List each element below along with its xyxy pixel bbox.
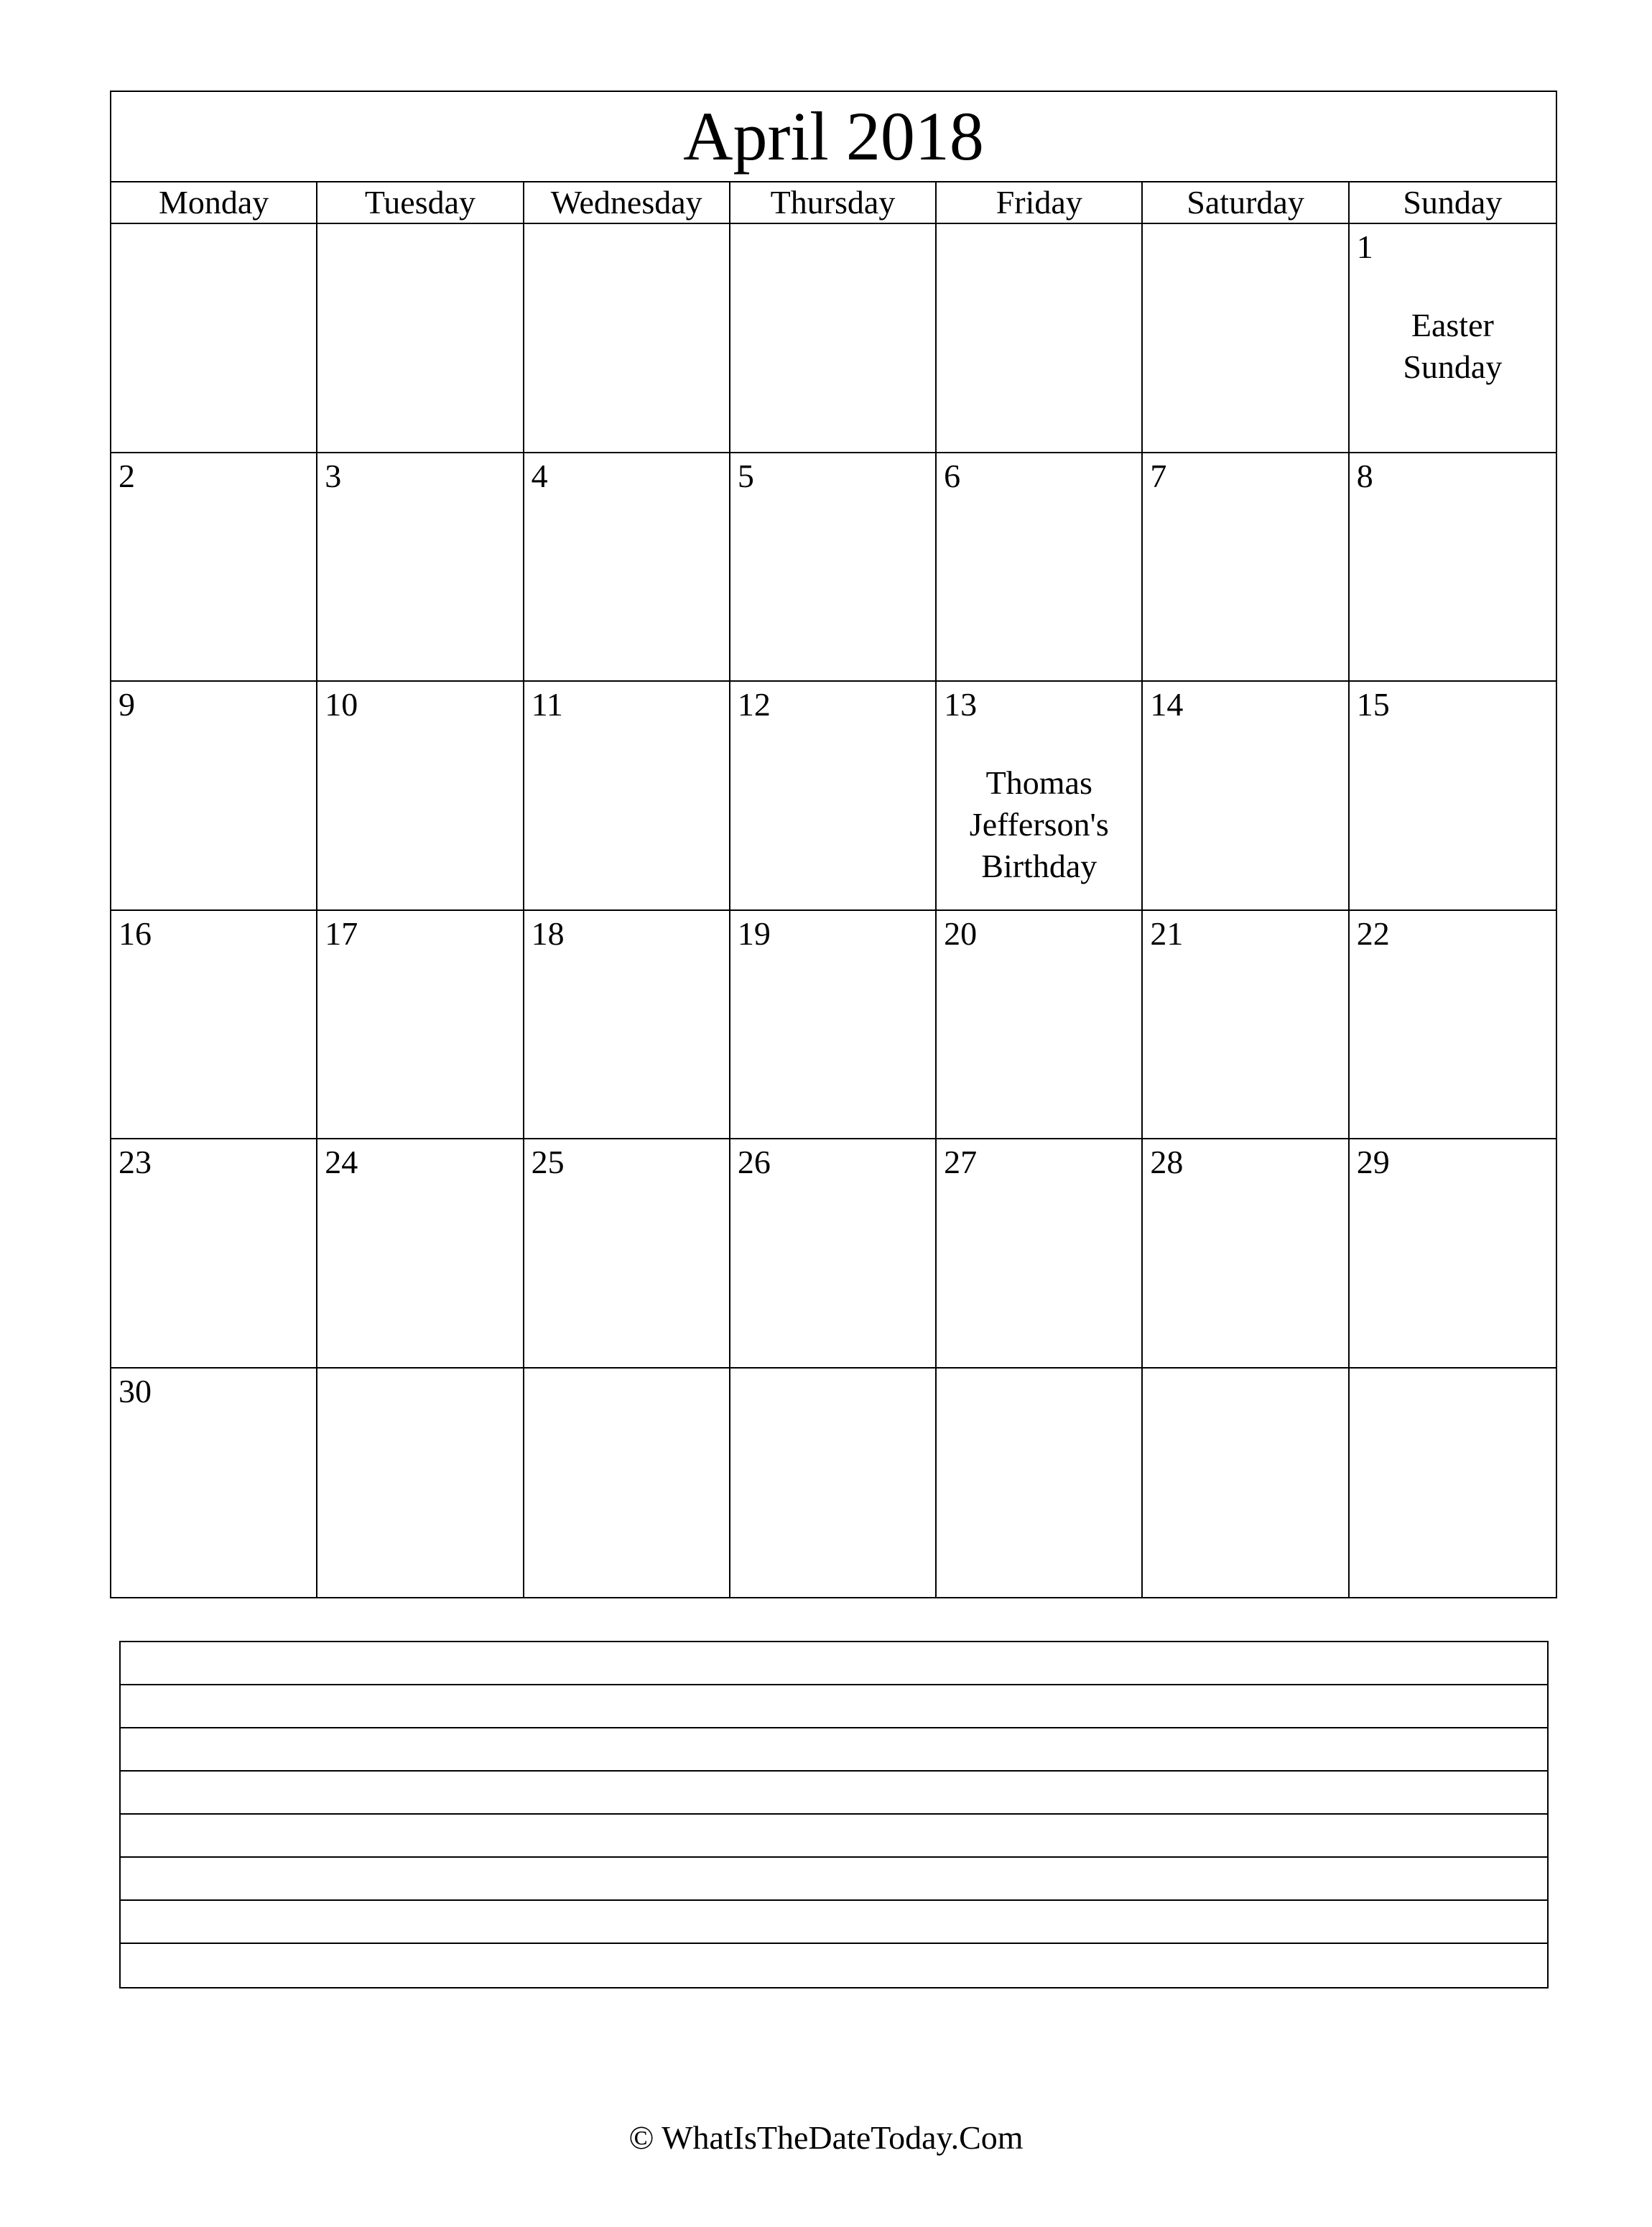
day-cell [730, 1369, 937, 1598]
day-cell [524, 682, 730, 911]
day-number: 19 [737, 915, 771, 952]
day-cell [1143, 682, 1349, 911]
day-cell [317, 453, 524, 682]
weekday-tuesday: Tuesday [317, 182, 524, 223]
copyright-footer: © WhatIsTheDateToday.Com [628, 2119, 1024, 2156]
day-cell [1350, 911, 1556, 1140]
weekday-monday: Monday [111, 182, 317, 223]
note-line[interactable] [121, 1685, 1547, 1728]
day-cell [730, 682, 937, 911]
note-line[interactable] [121, 1772, 1547, 1815]
weekday-thursday: Thursday [730, 182, 937, 223]
day-cell [317, 682, 524, 911]
day-number: 15 [1356, 686, 1390, 723]
day-cell [730, 911, 937, 1140]
day-cell [317, 224, 524, 453]
day-number: 2 [119, 457, 135, 494]
day-number: 13 [944, 686, 978, 723]
note-line[interactable] [121, 1901, 1547, 1944]
note-line[interactable] [121, 1642, 1547, 1685]
day-cell [937, 224, 1143, 453]
day-cell [1143, 911, 1349, 1140]
day-cell [524, 224, 730, 453]
day-cell [524, 1369, 730, 1598]
day-cell [730, 224, 937, 453]
weekday-friday: Friday [937, 182, 1143, 223]
day-cell [111, 1139, 317, 1369]
day-cell [1350, 453, 1556, 682]
weekday-sunday: Sunday [1403, 184, 1503, 221]
holiday-event: Easter Sunday [1403, 307, 1503, 385]
day-cell [937, 1139, 1143, 1369]
calendar-title: April 2018 [111, 92, 1556, 182]
note-line[interactable] [121, 1858, 1547, 1901]
day-cell [1350, 682, 1556, 911]
day-cell [111, 224, 317, 453]
day-number: 7 [1150, 457, 1167, 494]
day-number: 16 [119, 915, 152, 952]
day-cell [1350, 1369, 1556, 1598]
day-cell [1143, 453, 1349, 682]
weekday-wednesday: Wednesday [524, 182, 730, 223]
day-cell [524, 911, 730, 1140]
day-cell [317, 1369, 524, 1598]
day-number: 20 [944, 915, 978, 952]
day-cell [524, 1139, 730, 1369]
day-cell [111, 682, 317, 911]
weekday-header-row [111, 182, 1556, 224]
day-number: 17 [325, 915, 358, 952]
note-line[interactable] [121, 1944, 1547, 1987]
weekday-saturday: Saturday [1143, 182, 1349, 223]
notes-section [119, 1641, 1549, 1988]
day-number: 1 [1356, 228, 1373, 265]
day-number: 5 [737, 457, 754, 494]
day-number: 29 [1356, 1144, 1390, 1180]
day-number: 24 [325, 1144, 358, 1180]
day-cell [937, 682, 1143, 911]
day-number: 22 [1356, 915, 1390, 952]
calendar-day-grid [111, 224, 1556, 1597]
day-number: 30 [119, 1372, 152, 1409]
day-cell [937, 911, 1143, 1140]
day-number: 3 [325, 457, 342, 494]
day-cell [524, 453, 730, 682]
day-cell [937, 453, 1143, 682]
day-cell [1350, 224, 1556, 453]
note-line[interactable] [121, 1815, 1547, 1858]
day-cell [317, 1139, 524, 1369]
day-number: 25 [531, 1144, 565, 1180]
day-number: 9 [119, 686, 135, 723]
day-cell [730, 1139, 937, 1369]
day-cell [111, 911, 317, 1140]
day-cell [1143, 224, 1349, 453]
day-number: 10 [325, 686, 358, 723]
day-number: 27 [944, 1144, 978, 1180]
day-number: 14 [1150, 686, 1184, 723]
holiday-event: Thomas Jefferson's Birthday [969, 764, 1109, 884]
day-number: 21 [1150, 915, 1184, 952]
day-number: 28 [1150, 1144, 1184, 1180]
day-number: 11 [531, 686, 563, 723]
day-cell [1143, 1139, 1349, 1369]
day-cell [111, 1369, 317, 1598]
day-number: 23 [119, 1144, 152, 1180]
day-cell [1143, 1369, 1349, 1598]
day-number: 18 [531, 915, 565, 952]
day-cell [317, 911, 524, 1140]
day-number: 12 [737, 686, 771, 723]
day-cell [111, 453, 317, 682]
day-cell [937, 1369, 1143, 1598]
calendar-table [110, 91, 1557, 1598]
day-cell [1350, 1139, 1556, 1369]
day-cell [730, 453, 937, 682]
note-line[interactable] [121, 1728, 1547, 1772]
day-number: 8 [1356, 457, 1373, 494]
day-number: 26 [737, 1144, 771, 1180]
day-number: 4 [531, 457, 548, 494]
day-number: 6 [944, 457, 961, 494]
